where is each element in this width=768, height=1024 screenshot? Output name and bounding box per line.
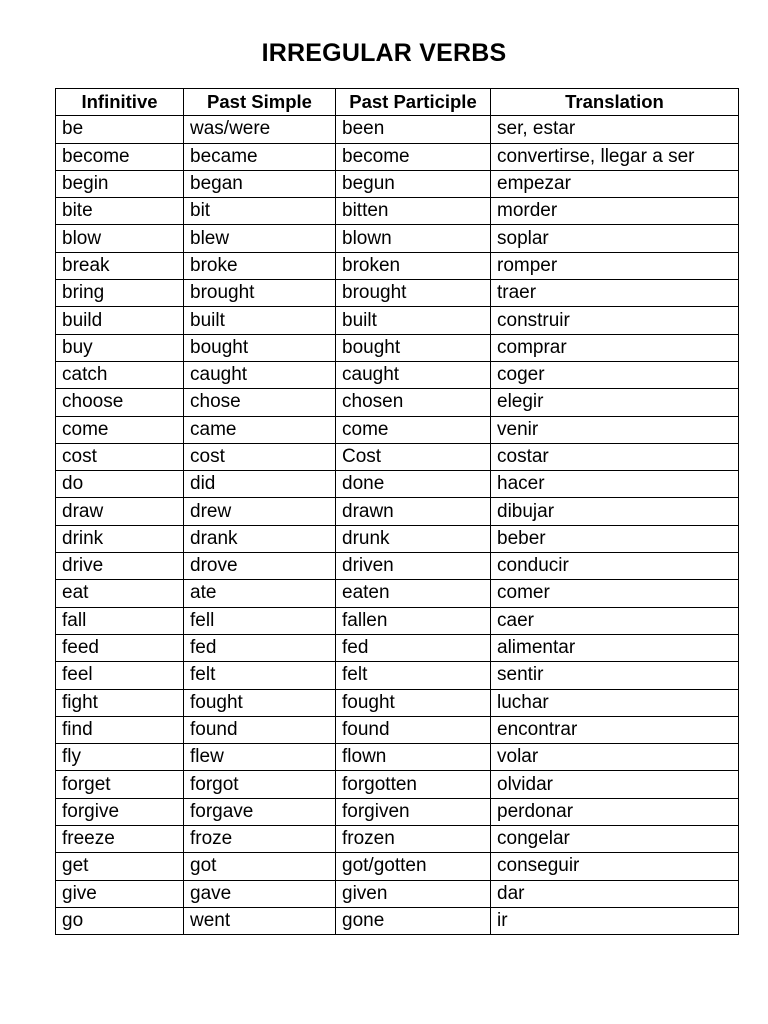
cell-past-participle: flown	[336, 744, 491, 771]
cell-past-simple: began	[184, 170, 336, 197]
cell-infinitive: come	[56, 416, 184, 443]
cell-past-participle: forgotten	[336, 771, 491, 798]
cell-past-participle: frozen	[336, 826, 491, 853]
cell-past-simple: came	[184, 416, 336, 443]
header-row	[56, 89, 739, 116]
cell-past-simple: caught	[184, 361, 336, 388]
table-row	[56, 798, 739, 825]
table-row	[56, 907, 739, 934]
cell-past-participle: fed	[336, 634, 491, 661]
cell-translation: dibujar	[491, 498, 739, 525]
cell-infinitive: draw	[56, 498, 184, 525]
cell-translation: venir	[491, 416, 739, 443]
table-row	[56, 198, 739, 225]
table-row	[56, 634, 739, 661]
cell-translation: dar	[491, 880, 739, 907]
table-row	[56, 580, 739, 607]
table-row	[56, 225, 739, 252]
table-row	[56, 853, 739, 880]
cell-translation: alimentar	[491, 634, 739, 661]
header-past-simple: Past Simple	[184, 89, 336, 116]
cell-past-simple: did	[184, 471, 336, 498]
cell-past-simple: flew	[184, 744, 336, 771]
cell-infinitive: give	[56, 880, 184, 907]
cell-past-simple: broke	[184, 252, 336, 279]
cell-past-simple: drew	[184, 498, 336, 525]
header-infinitive: Infinitive	[56, 89, 184, 116]
cell-past-simple: bought	[184, 334, 336, 361]
cell-translation: beber	[491, 525, 739, 552]
cell-past-simple: bit	[184, 198, 336, 225]
cell-translation: volar	[491, 744, 739, 771]
cell-infinitive: cost	[56, 443, 184, 470]
cell-past-participle: bought	[336, 334, 491, 361]
cell-infinitive: catch	[56, 361, 184, 388]
table-row	[56, 525, 739, 552]
cell-past-participle: fought	[336, 689, 491, 716]
cell-past-participle: Cost	[336, 443, 491, 470]
cell-past-simple: felt	[184, 662, 336, 689]
cell-past-simple: chose	[184, 389, 336, 416]
irregular-verbs-table	[55, 88, 739, 935]
cell-infinitive: go	[56, 907, 184, 934]
cell-past-simple: forgave	[184, 798, 336, 825]
cell-translation: elegir	[491, 389, 739, 416]
cell-infinitive: feed	[56, 634, 184, 661]
cell-translation: congelar	[491, 826, 739, 853]
cell-translation: ser, estar	[491, 116, 739, 143]
cell-past-participle: done	[336, 471, 491, 498]
cell-past-participle: fallen	[336, 607, 491, 634]
cell-translation: morder	[491, 198, 739, 225]
table-row	[56, 716, 739, 743]
cell-translation: convertirse, llegar a ser	[491, 143, 739, 170]
cell-infinitive: get	[56, 853, 184, 880]
table-row	[56, 116, 739, 143]
cell-infinitive: break	[56, 252, 184, 279]
cell-past-participle: chosen	[336, 389, 491, 416]
cell-past-participle: caught	[336, 361, 491, 388]
cell-past-participle: got/gotten	[336, 853, 491, 880]
table-row	[56, 771, 739, 798]
cell-infinitive: choose	[56, 389, 184, 416]
cell-past-simple: got	[184, 853, 336, 880]
cell-past-simple: blew	[184, 225, 336, 252]
cell-past-participle: given	[336, 880, 491, 907]
cell-translation: traer	[491, 280, 739, 307]
cell-infinitive: fight	[56, 689, 184, 716]
table-row	[56, 607, 739, 634]
cell-translation: perdonar	[491, 798, 739, 825]
table-row	[56, 389, 739, 416]
cell-past-simple: found	[184, 716, 336, 743]
cell-past-participle: drunk	[336, 525, 491, 552]
cell-past-participle: built	[336, 307, 491, 334]
cell-translation: soplar	[491, 225, 739, 252]
cell-past-participle: come	[336, 416, 491, 443]
cell-past-participle: bitten	[336, 198, 491, 225]
cell-translation: comer	[491, 580, 739, 607]
table-row	[56, 361, 739, 388]
table-row	[56, 170, 739, 197]
cell-past-simple: gave	[184, 880, 336, 907]
table-row	[56, 443, 739, 470]
table-row	[56, 334, 739, 361]
table-header	[56, 89, 739, 116]
cell-infinitive: find	[56, 716, 184, 743]
cell-past-simple: drove	[184, 553, 336, 580]
table-row	[56, 252, 739, 279]
cell-translation: olvidar	[491, 771, 739, 798]
cell-infinitive: drive	[56, 553, 184, 580]
cell-past-participle: gone	[336, 907, 491, 934]
table-row	[56, 826, 739, 853]
cell-past-simple: went	[184, 907, 336, 934]
cell-translation: ir	[491, 907, 739, 934]
cell-infinitive: forget	[56, 771, 184, 798]
cell-past-participle: begun	[336, 170, 491, 197]
cell-past-participle: brought	[336, 280, 491, 307]
cell-translation: sentir	[491, 662, 739, 689]
cell-infinitive: blow	[56, 225, 184, 252]
table-row	[56, 143, 739, 170]
cell-infinitive: buy	[56, 334, 184, 361]
cell-past-participle: forgiven	[336, 798, 491, 825]
cell-past-simple: built	[184, 307, 336, 334]
table-row	[56, 498, 739, 525]
cell-infinitive: eat	[56, 580, 184, 607]
cell-infinitive: freeze	[56, 826, 184, 853]
cell-infinitive: fly	[56, 744, 184, 771]
header-past-participle: Past Participle	[336, 89, 491, 116]
cell-translation: luchar	[491, 689, 739, 716]
table-row	[56, 416, 739, 443]
page-title: IRREGULAR VERBS	[261, 39, 507, 67]
cell-translation: construir	[491, 307, 739, 334]
cell-translation: conducir	[491, 553, 739, 580]
cell-past-participle: felt	[336, 662, 491, 689]
table-row	[56, 662, 739, 689]
cell-past-simple: cost	[184, 443, 336, 470]
cell-infinitive: become	[56, 143, 184, 170]
cell-translation: coger	[491, 361, 739, 388]
cell-past-simple: fought	[184, 689, 336, 716]
cell-past-participle: blown	[336, 225, 491, 252]
table-row	[56, 689, 739, 716]
cell-translation: empezar	[491, 170, 739, 197]
cell-past-simple: was/were	[184, 116, 336, 143]
cell-past-participle: drawn	[336, 498, 491, 525]
cell-translation: caer	[491, 607, 739, 634]
cell-past-participle: found	[336, 716, 491, 743]
table-row	[56, 280, 739, 307]
cell-past-participle: been	[336, 116, 491, 143]
cell-infinitive: feel	[56, 662, 184, 689]
cell-translation: hacer	[491, 471, 739, 498]
table-row	[56, 307, 739, 334]
table-row	[56, 553, 739, 580]
cell-past-simple: ate	[184, 580, 336, 607]
cell-infinitive: begin	[56, 170, 184, 197]
cell-past-simple: fell	[184, 607, 336, 634]
cell-infinitive: forgive	[56, 798, 184, 825]
table-row	[56, 880, 739, 907]
cell-infinitive: fall	[56, 607, 184, 634]
cell-past-simple: became	[184, 143, 336, 170]
cell-infinitive: build	[56, 307, 184, 334]
cell-infinitive: bite	[56, 198, 184, 225]
table-row	[56, 471, 739, 498]
cell-infinitive: drink	[56, 525, 184, 552]
cell-past-simple: forgot	[184, 771, 336, 798]
cell-past-simple: fed	[184, 634, 336, 661]
cell-past-participle: driven	[336, 553, 491, 580]
table-body	[56, 116, 739, 935]
cell-past-participle: eaten	[336, 580, 491, 607]
cell-translation: comprar	[491, 334, 739, 361]
cell-infinitive: be	[56, 116, 184, 143]
cell-infinitive: bring	[56, 280, 184, 307]
cell-past-participle: broken	[336, 252, 491, 279]
cell-past-simple: drank	[184, 525, 336, 552]
cell-translation: conseguir	[491, 853, 739, 880]
cell-infinitive: do	[56, 471, 184, 498]
cell-translation: romper	[491, 252, 739, 279]
table-row	[56, 744, 739, 771]
header-translation: Translation	[491, 89, 739, 116]
cell-past-participle: become	[336, 143, 491, 170]
cell-translation: costar	[491, 443, 739, 470]
cell-translation: encontrar	[491, 716, 739, 743]
cell-past-simple: froze	[184, 826, 336, 853]
cell-past-simple: brought	[184, 280, 336, 307]
